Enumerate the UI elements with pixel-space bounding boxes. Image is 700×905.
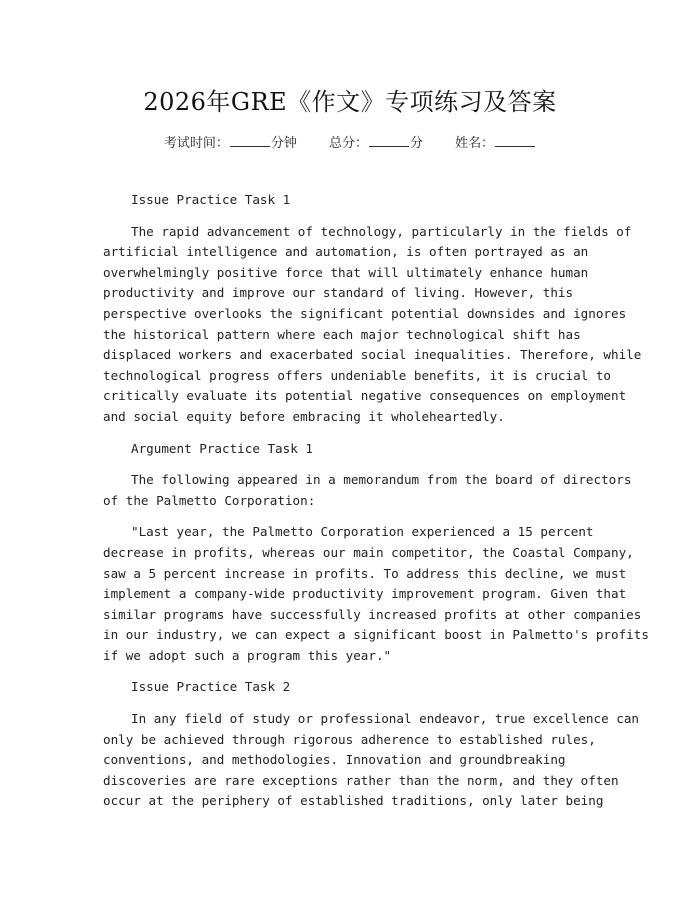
- section-paragraph: [103, 222, 642, 428]
- paragraph-line: technological progress offers undeniable benefits, it is crucial to: [103, 367, 611, 383]
- paragraph-line: saw a 5 percent increase in profits. To address this decline, we must: [103, 565, 627, 581]
- exam-time-blank: [230, 134, 270, 147]
- total-score-field: [329, 132, 423, 151]
- name-blank: [495, 134, 535, 147]
- exam-time-field: [164, 132, 297, 151]
- section-paragraph: [103, 709, 639, 812]
- document-body: [103, 190, 649, 823]
- paragraph-line: "Last year, the Palmetto Corporation experienced a 15 percent: [131, 524, 594, 540]
- name-field: [455, 132, 536, 151]
- exam-time-label: 考试时间：: [163, 136, 229, 151]
- paragraph-line: implement a company-wide productivity improvement program. Given that: [103, 586, 627, 602]
- name-label: 姓名：: [455, 136, 495, 151]
- section-paragraph: [103, 522, 649, 666]
- paragraph-line: decrease in profits, whereas our main competitor, the Coastal Company,: [103, 544, 634, 560]
- section-heading: Issue Practice Task 2: [131, 679, 291, 695]
- paragraph-line: the historical pattern where each major technological shift has: [103, 326, 581, 342]
- total-score-label: 总分：: [328, 136, 368, 151]
- paragraph-line: The rapid advancement of technology, particularly in the fields of: [131, 223, 632, 239]
- page-title: 2026年GRE《作文》专项练习及答案: [143, 88, 557, 116]
- paragraph-line: only be achieved through rigorous adherence to established rules,: [103, 731, 596, 747]
- section-heading: Issue Practice Task 1: [131, 192, 291, 207]
- paragraph-line: discoveries are rare exceptions rather than the norm, and they often: [103, 772, 619, 788]
- exam-info-bar: [0, 132, 700, 151]
- total-score-blank: [369, 134, 409, 147]
- paragraph-line: of the Palmetto Corporation:: [103, 492, 316, 508]
- section-heading: Argument Practice Task 1: [131, 440, 313, 456]
- paragraph-line: overwhelmingly positive force that will ultimately enhance human: [103, 264, 589, 280]
- exam-time-unit: 分钟: [270, 136, 297, 151]
- paragraph-line: if we adopt such a program this year.": [103, 647, 392, 663]
- paragraph-line: displaced workers and exacerbated social inequalities. Therefore, while: [103, 347, 642, 363]
- paragraph-line: similar programs have successfully increased profits at other companies: [103, 606, 642, 622]
- paragraph-line: The following appeared in a memorandum from the board of directors: [131, 472, 632, 488]
- section-paragraph: [103, 470, 632, 511]
- paragraph-line: productivity and improve our standard of living. However, this: [103, 285, 574, 301]
- total-score-unit: 分: [410, 136, 424, 151]
- paragraph-line: critically evaluate its potential negative consequences on employment: [103, 388, 627, 404]
- paragraph-line: In any field of study or professional endeavor, true excellence can: [131, 711, 639, 727]
- paragraph-line: conventions, and methodologies. Innovation and groundbreaking: [103, 752, 566, 768]
- paragraph-line: artificial intelligence and automation, is often portrayed as an: [103, 244, 589, 260]
- paragraph-line: occur at the periphery of established traditions, only later being: [103, 793, 604, 809]
- paragraph-line: in our industry, we can expect a significant boost in Palmetto's profits: [103, 627, 649, 643]
- paragraph-line: and social equity before embracing it wholeheartedly.: [103, 408, 505, 424]
- paragraph-line: perspective overlooks the significant potential downsides and ignores: [103, 305, 627, 321]
